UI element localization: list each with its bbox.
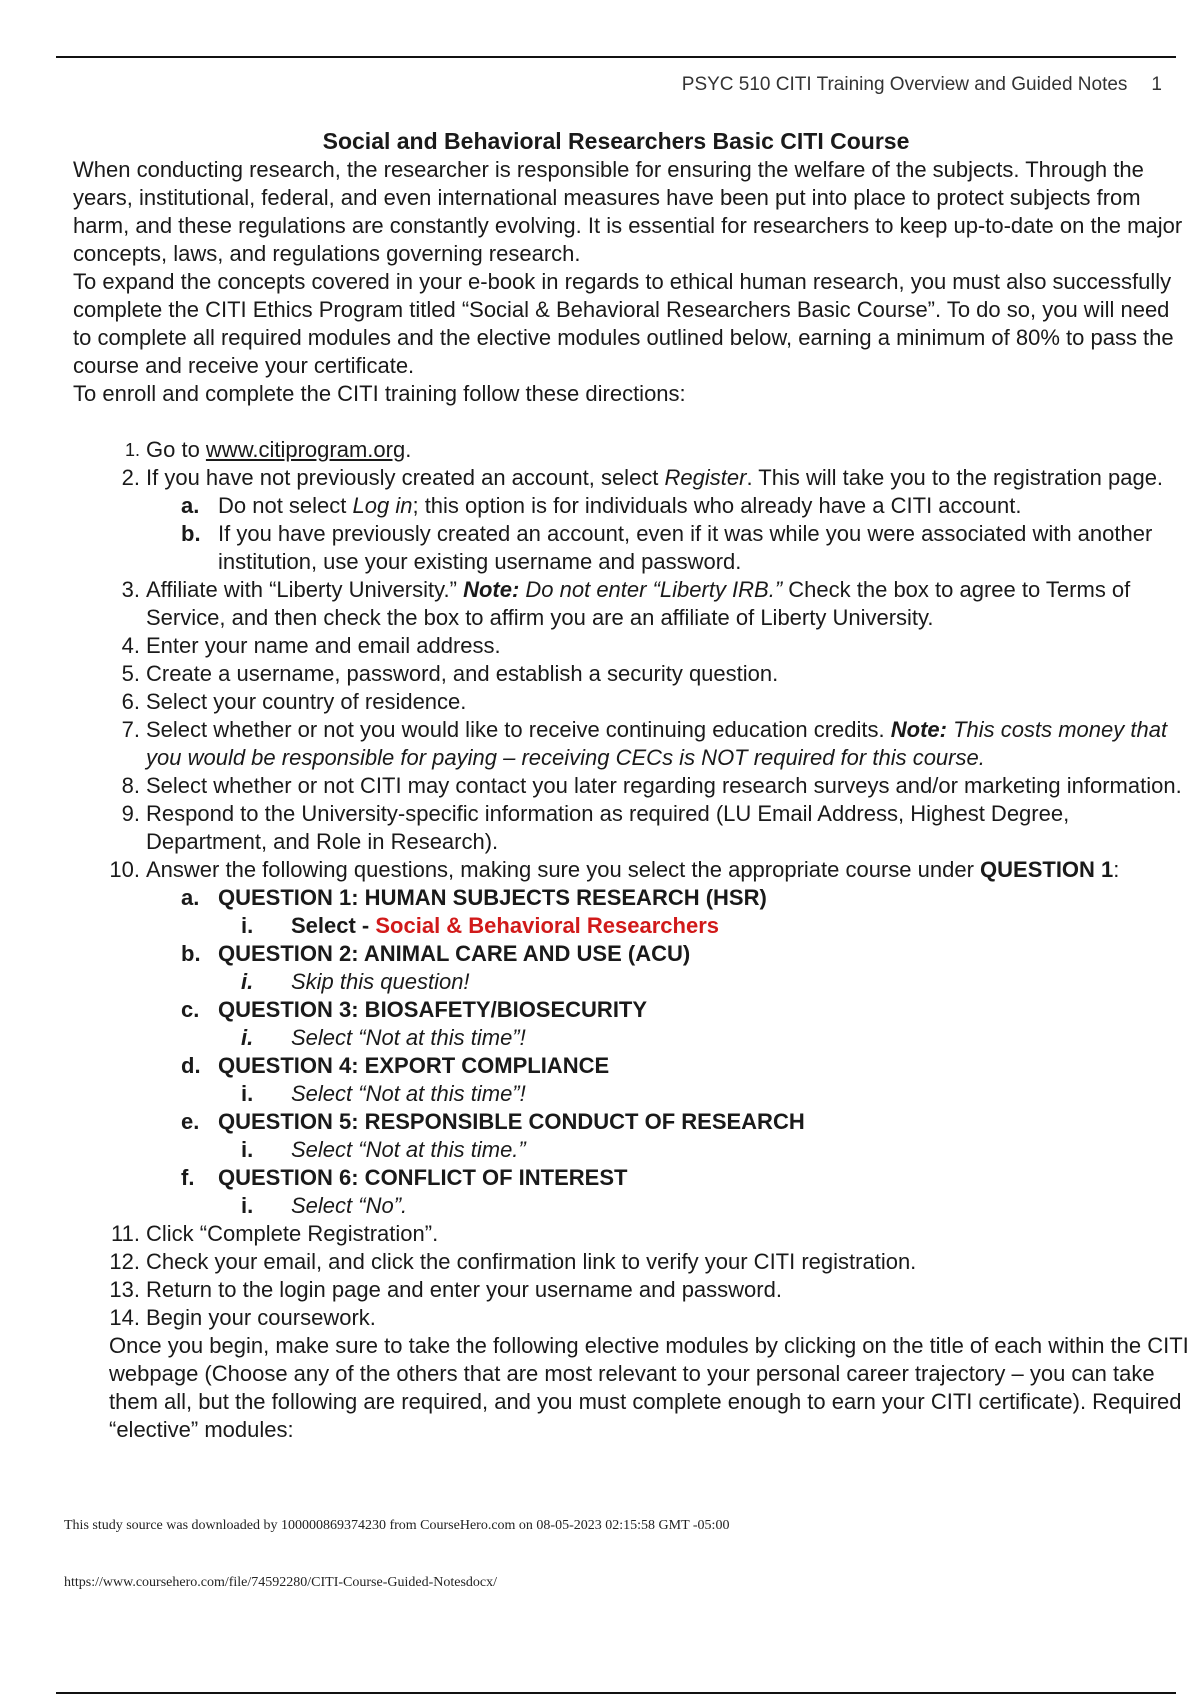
roman-numeral: i. bbox=[241, 1193, 254, 1218]
roman-numeral: i. bbox=[241, 1025, 254, 1050]
question-label: QUESTION 6: CONFLICT OF INTEREST bbox=[218, 1165, 628, 1190]
header-rule bbox=[56, 56, 1176, 58]
question-label: QUESTION 2: ANIMAL CARE AND USE (ACU) bbox=[218, 941, 691, 966]
source-footer: This study source was downloaded by 100000869374230 from CourseHero.com on 08-05-2023 02:15:58 GMT -05:00 bbox=[64, 1518, 730, 1533]
footer-rule bbox=[56, 1692, 1176, 1694]
highlighted-course: Social & Behavioral Researchers bbox=[375, 913, 719, 938]
list-item: 9. Respond to the University-specific information as required (LU Email Address, Highest Degree, Department, and Role in Research). bbox=[73, 800, 1193, 856]
sub-list-item: a. Do not select Log in; this option is for individuals who already have a CITI account. bbox=[181, 493, 1022, 518]
question-item bbox=[73, 884, 1193, 912]
question-letter: d. bbox=[181, 1053, 201, 1078]
question-instruction: i. Select “Not at this time.” bbox=[241, 1137, 526, 1162]
sub-letter: b. bbox=[181, 521, 201, 546]
list-item: 14. Begin your coursework. bbox=[73, 1304, 1193, 1332]
page-title: Social and Behavioral Researchers Basic CITI Course bbox=[322, 128, 910, 154]
list-number: 8. bbox=[121, 773, 140, 798]
running-header bbox=[682, 74, 1162, 96]
page-number: 1 bbox=[1151, 74, 1162, 95]
list-number: 6. bbox=[121, 689, 140, 714]
sub-letter: a. bbox=[181, 493, 200, 518]
question-label: QUESTION 3: BIOSAFETY/BIOSECURITY bbox=[218, 997, 648, 1022]
list-item: 4. Enter your name and email address. bbox=[73, 632, 1193, 660]
list-item: 3. Affiliate with “Liberty University.” Note: Do not enter “Liberty IRB.” Check the box to agree to Terms of Service, and then check the box to affirm you are an affiliate of Liberty University. bbox=[73, 576, 1193, 632]
question-label: QUESTION 1: HUMAN SUBJECTS RESEARCH (HSR) bbox=[218, 885, 767, 910]
question-label: QUESTION 5: RESPONSIBLE CONDUCT OF RESEARCH bbox=[218, 1109, 805, 1134]
sub-list-item: b. If you have previously created an account, even if it was while you were associated with another institution, use your existing username and password. bbox=[181, 521, 1153, 574]
list-number: 9. bbox=[121, 801, 140, 826]
roman-numeral: i. bbox=[241, 1081, 254, 1106]
list-item: 8. Select whether or not CITI may contact you later regarding research surveys and/or marketing information. bbox=[73, 772, 1193, 800]
list-item: 13. Return to the login page and enter your username and password. bbox=[73, 1276, 1193, 1304]
list-number: 14. bbox=[109, 1305, 140, 1330]
question-letter: b. bbox=[181, 941, 201, 966]
roman-numeral: i. bbox=[241, 969, 254, 994]
question-instruction: i. Skip this question! bbox=[241, 969, 470, 994]
list-number: 1. bbox=[124, 440, 140, 460]
list-item: 1. Go to www.citiprogram.org. bbox=[73, 436, 1193, 464]
question-instruction: i. Select “Not at this time”! bbox=[241, 1025, 526, 1050]
source-url[interactable]: https://www.coursehero.com/file/74592280/CITI-Course-Guided-Notesdocx/ bbox=[64, 1575, 498, 1590]
intro-paragraph-1: When conducting research, the researcher is responsible for ensuring the welfare of the subjects. Through the years, institutional, federal, and even international measures have been put into place to protect subjects from harm, and these regulations are constantly evolving. It is essential for researchers to keep up-to-date on the major concepts, laws, and regulations governing research. bbox=[73, 157, 1183, 266]
question-item bbox=[73, 1108, 1193, 1136]
question-label: QUESTION 4: EXPORT COMPLIANCE bbox=[218, 1053, 610, 1078]
document-body bbox=[73, 156, 1193, 1444]
intro-paragraph-2: To expand the concepts covered in your e-book in regards to ethical human research, you must also successfully complete the CITI Ethics Program titled “Social & Behavioral Researchers Basic Course”. To do so, you will need to complete all required modules and the elective modules outlined below, earning a minimum of 80% to pass the course and receive your certificate. bbox=[73, 269, 1174, 378]
question-item bbox=[73, 996, 1193, 1024]
question-letter: f. bbox=[181, 1165, 195, 1190]
list-item: 6. Select your country of residence. bbox=[73, 688, 1193, 716]
closing-paragraph: Once you begin, make sure to take the following elective modules by clicking on the title of each within the CITI webpage (Choose any of the others that are most relevant to your personal career trajectory – you can take them all, but the following are required, and you must complete enough to earn your CITI certificate). Required “elective” modules: bbox=[109, 1333, 1189, 1442]
list-item: 12. Check your email, and click the confirmation link to verify your CITI registration. bbox=[73, 1248, 1193, 1276]
question-item bbox=[73, 1164, 1193, 1192]
list-number: 12. bbox=[109, 1249, 140, 1274]
list-item: 5. Create a username, password, and establish a security question. bbox=[73, 660, 1193, 688]
question-item bbox=[73, 940, 1193, 968]
question-item bbox=[73, 1052, 1193, 1080]
list-item: 7. Select whether or not you would like to receive continuing education credits. Note: This costs money that you would be responsible for paying – receiving CECs is NOT required for this course. bbox=[73, 716, 1193, 772]
list-number: 5. bbox=[121, 661, 140, 686]
list-number: 3. bbox=[121, 577, 140, 602]
question-instruction: i. Select - Social & Behavioral Researchers bbox=[241, 913, 719, 938]
question-instruction: i. Select “No”. bbox=[241, 1193, 408, 1218]
question-letter: a. bbox=[181, 885, 200, 910]
list-item: 2. If you have not previously created an account, select Register. This will take you to the registration page. bbox=[73, 464, 1193, 492]
running-title: PSYC 510 CITI Training Overview and Guided Notes bbox=[681, 74, 1128, 95]
list-item: 11. Click “Complete Registration”. bbox=[73, 1220, 1193, 1248]
roman-numeral: i. bbox=[241, 1137, 254, 1162]
list-number: 11. bbox=[111, 1221, 140, 1246]
question-letter: e. bbox=[181, 1109, 200, 1134]
question-instruction: i. Select “Not at this time”! bbox=[241, 1081, 526, 1106]
roman-numeral: i. bbox=[241, 913, 254, 938]
citi-link[interactable]: www.citiprogram.org bbox=[205, 437, 406, 462]
question-letter: c. bbox=[181, 997, 200, 1022]
list-number: 2. bbox=[121, 465, 140, 490]
intro-paragraph-3: To enroll and complete the CITI training follow these directions: bbox=[73, 381, 686, 406]
list-number: 4. bbox=[121, 633, 140, 658]
list-number: 13. bbox=[109, 1277, 140, 1302]
list-number: 10. bbox=[109, 857, 140, 882]
list-item: 10. Answer the following questions, making sure you select the appropriate course under QUESTION 1: bbox=[73, 856, 1193, 884]
list-number: 7. bbox=[121, 717, 140, 742]
